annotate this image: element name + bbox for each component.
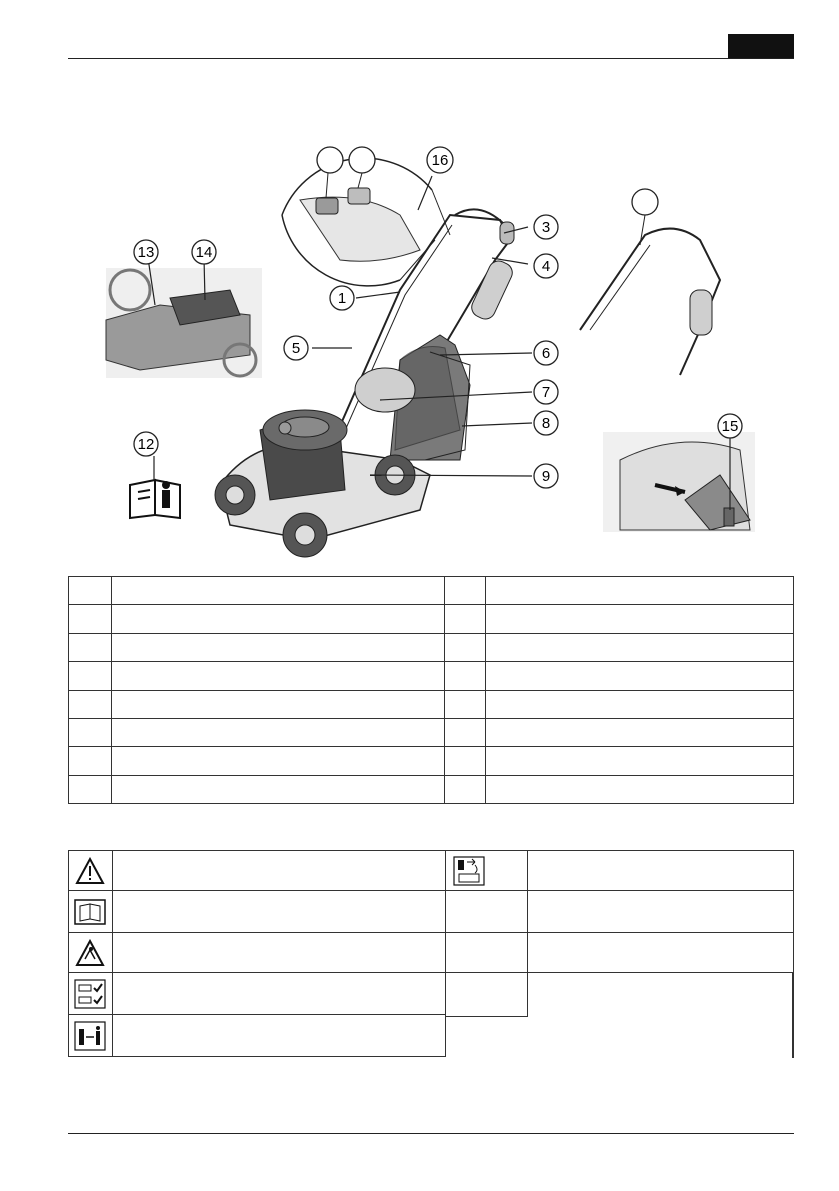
callout-3: [534, 215, 558, 239]
symbol-text-cell: [112, 890, 446, 933]
symbol-text-cell: [527, 890, 794, 933]
header-rule: [68, 58, 794, 59]
parts-table: [68, 576, 794, 804]
symbol-icon-cell: [445, 972, 528, 1017]
symbol-text-cell: [112, 932, 446, 973]
svg-text:13: 13: [137, 244, 155, 261]
table-row: [69, 690, 794, 718]
symbols-table: [68, 850, 794, 1060]
hand-hazard-icon: [72, 936, 108, 969]
table-row: [69, 662, 794, 690]
catcher-detail-photo: [106, 268, 262, 378]
handle-detail-right: [580, 189, 720, 375]
svg-text:16: 16: [431, 152, 449, 169]
disconnect-plug-icon: [72, 976, 108, 1011]
svg-text:14: 14: [195, 244, 213, 261]
callout-6: [534, 341, 558, 365]
svg-text:9: 9: [541, 468, 551, 485]
callout-13: [134, 240, 158, 264]
mulch-plug-detail-photo: [603, 432, 755, 532]
callout-1: [330, 286, 354, 310]
language-tab: [728, 34, 794, 58]
svg-text:12: 12: [137, 436, 155, 453]
callout-4: [534, 254, 558, 278]
callout-12: [134, 432, 158, 456]
symbol-text-cell: [112, 1014, 446, 1057]
svg-text:15: 15: [721, 418, 739, 435]
symbol-text-cell: [527, 850, 794, 891]
symbol-icon-cell: [445, 932, 528, 973]
symbol-icon-cell: [445, 890, 528, 933]
table-row: [69, 775, 794, 803]
mower-illustration: [100, 130, 800, 570]
table-edge: [792, 972, 794, 1058]
callout-8: [534, 411, 558, 435]
symbol-text-cell: [112, 850, 446, 891]
callout-14: [192, 240, 216, 264]
svg-text:4: 4: [541, 258, 551, 275]
svg-text:6: 6: [541, 345, 551, 362]
warning-triangle-icon: [72, 854, 108, 887]
symbol-text-cell: [527, 932, 794, 973]
callout-15: [718, 414, 742, 438]
svg-text:8: 8: [541, 415, 551, 432]
keep-distance-icon: [72, 1018, 108, 1053]
callout-9: [534, 464, 558, 488]
svg-text:5: 5: [291, 340, 301, 357]
read-manual-icon: [72, 895, 108, 928]
svg-text:3: 3: [541, 219, 551, 236]
table-row: [69, 605, 794, 633]
symbol-text-cell: [112, 972, 446, 1015]
recycle-packaging-icon: [451, 854, 487, 887]
manual-book-icon: [130, 480, 180, 518]
svg-text:7: 7: [541, 384, 551, 401]
table-row: [69, 718, 794, 746]
table-row: [69, 633, 794, 661]
table-row: [69, 577, 794, 605]
callout-16: [427, 147, 453, 173]
footer-rule: [68, 1133, 794, 1134]
callout-5: [284, 336, 308, 360]
svg-text:1: 1: [337, 290, 347, 307]
table-row: [69, 747, 794, 775]
callout-7: [534, 380, 558, 404]
